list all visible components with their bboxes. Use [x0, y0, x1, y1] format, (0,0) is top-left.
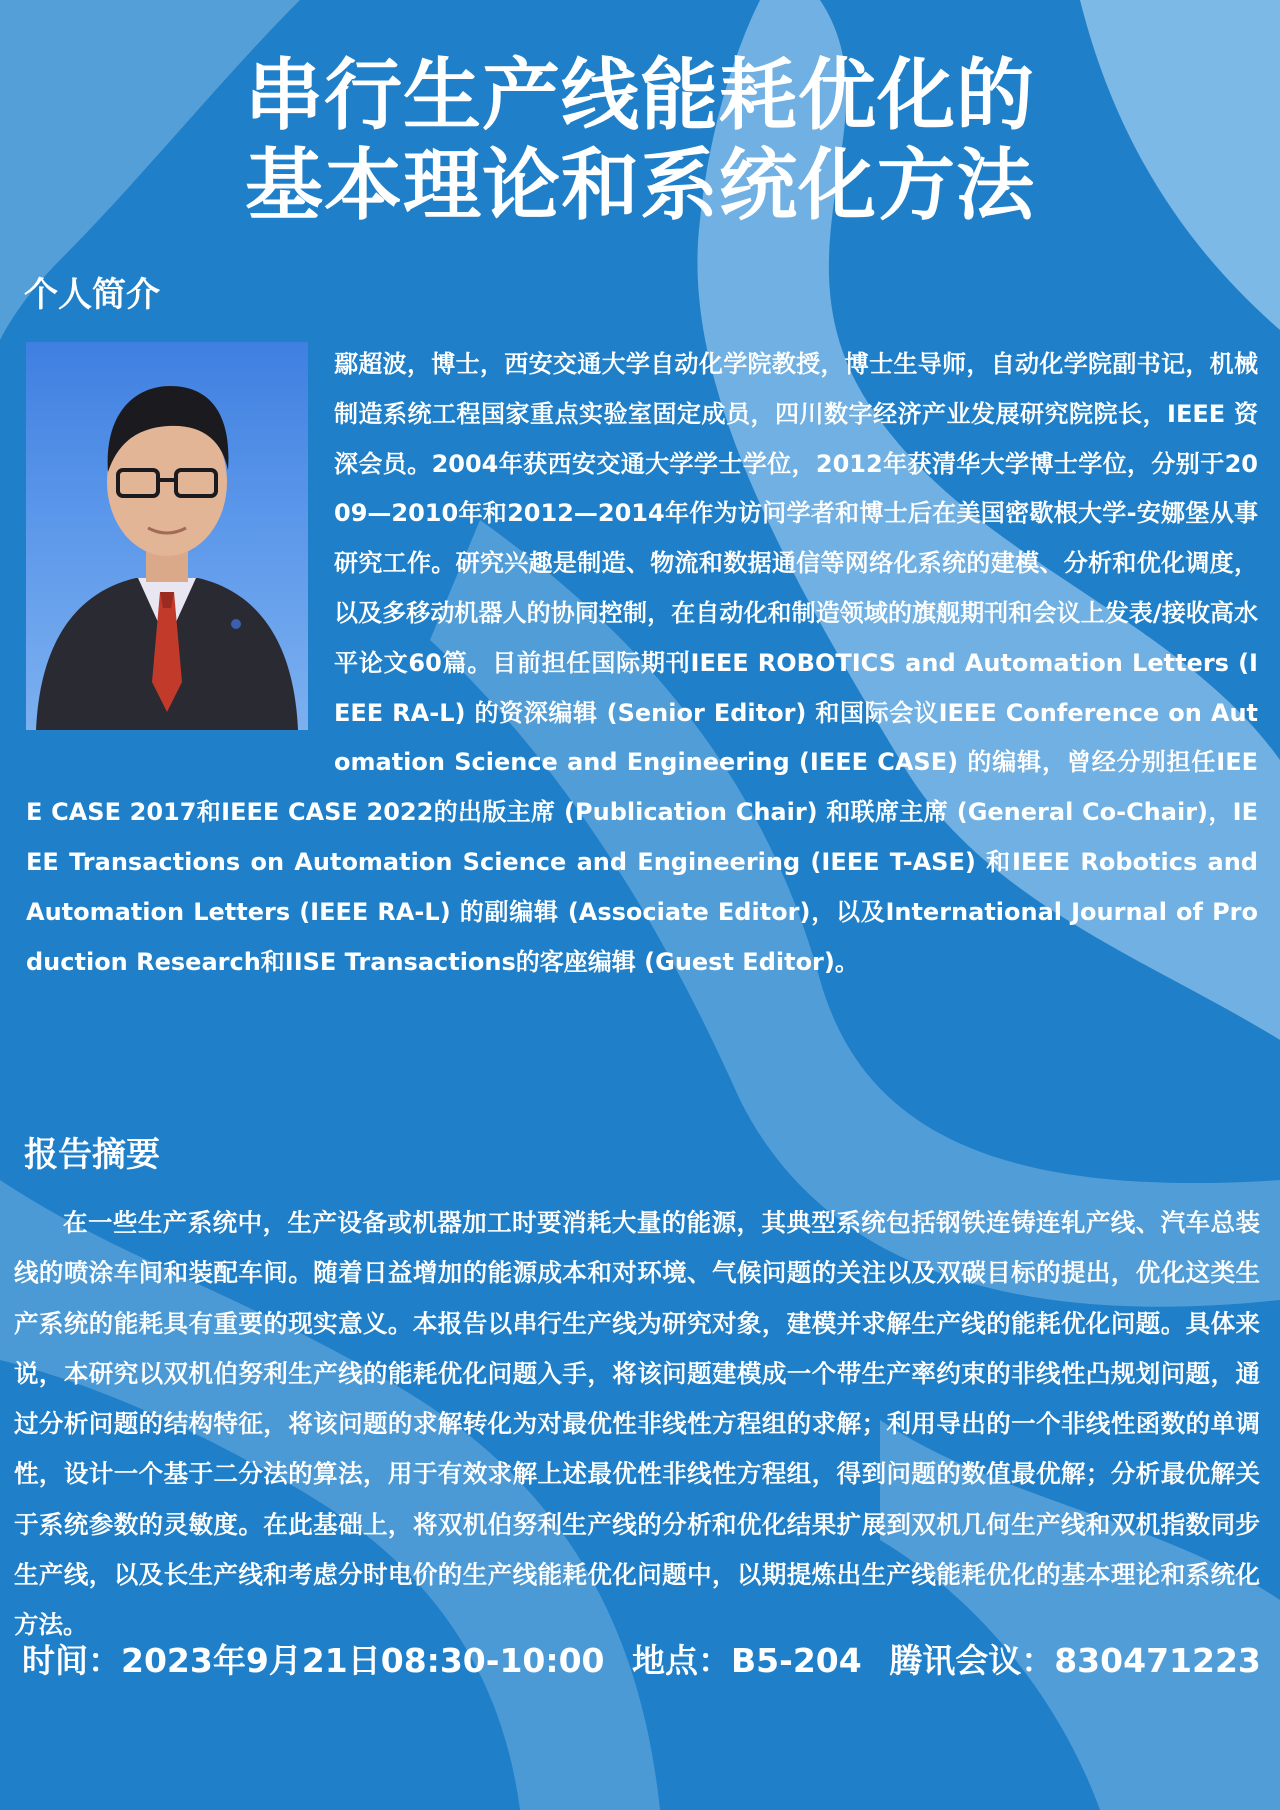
abstract-paragraph: 在一些生产系统中，生产设备或机器加工时要消耗大量的能源，其典型系统包括钢铁连铸连轧产线、汽车总装线的喷涂车间和装配车间。随着日益增加的能源成本和对环境、气候问题的关注以及双碳目标的提出，优化这类生产系统的能耗具有重要的现实意义。本报告以串行生产线为研究对象，建模并求解生产线的能耗优化问题。具体来说，本研究以双机伯努利生产线的能耗优化问题入手，将该问题建模成一个带生产率约束的非线性凸规划问题，通过分析问题的结构特征，将该问题的求解转化为对最优性非线性方程组的求解；利用导出的一个非线性函数的单调性，设计一个基于二分法的算法，用于有效求解上述最优性非线性方程组，得到问题的数值最优解；分析最优解关于系统参数的灵敏度。在此基础上，将双机伯努利生产线的分析和优化结果扩展到双机几何生产线和双机指数同步生产线，以及长生产线和考虑分时电价的生产线能耗优化问题中，以期提炼出生产线能耗优化的基本理论和系统化方法。 [14, 1208, 1260, 1640]
page-title-line-2: 基本理论和系统化方法 [244, 141, 1035, 231]
event-info [22, 1638, 1272, 1684]
event-time: 时间：2023年9月21日08:30-10:00 [22, 1641, 605, 1680]
abstract-heading: 报告摘要 [24, 1135, 160, 1175]
event-location: 地点：B5-204 [632, 1641, 862, 1680]
event-meeting-id: 腾讯会议：830471223 [889, 1641, 1261, 1680]
bio-heading: 个人简介 [24, 275, 160, 315]
bio-paragraph [26, 340, 1258, 987]
bio-text: 鄢超波，博士，西安交通大学自动化学院教授，博士生导师，自动化学院副书记，机械制造系统工程国家重点实验室固定成员，四川数字经济产业发展研究院院长，IEEE 资深会员。2004年获西安交通大学学士学位，2012年获清华大学博士学位，分别于2009—2010年和2012—2014年作为访问学者和博士后在美国密歇根大学-安娜堡从事研究工作。研究兴趣是制造、物流和数据通信等网络化系统的建模、分析和优化调度，以及多移动机器人的协同控制，在自动化和制造领域的旗舰期刊和会议上发表/接收高水平论文60篇。目前担任国际期刊IEEE ROBOTICS and Automation Letters (IEEE RA-L) 的资深编辑 (Senior Editor) 和国际会议IEEE Conference on Automation Science and Engineering (IEEE CASE) 的编辑，曾经分别担任IEEE CASE 2017和IEEE CASE 2022的出版主席 (Publication Chair) 和联席主席 (General Co-Chair)，IEEE Transactions on Automation Science and Engineering (IEEE T-ASE) 和IEEE Robotics and Automation Letters (IEEE RA-L) 的副编辑 (Associate Editor)，以及International Journal of Production Research和IISE Transactions的客座编辑 (Guest Editor)。 [26, 350, 1258, 976]
page-title-line-1: 串行生产线能耗优化的 [244, 51, 1035, 141]
